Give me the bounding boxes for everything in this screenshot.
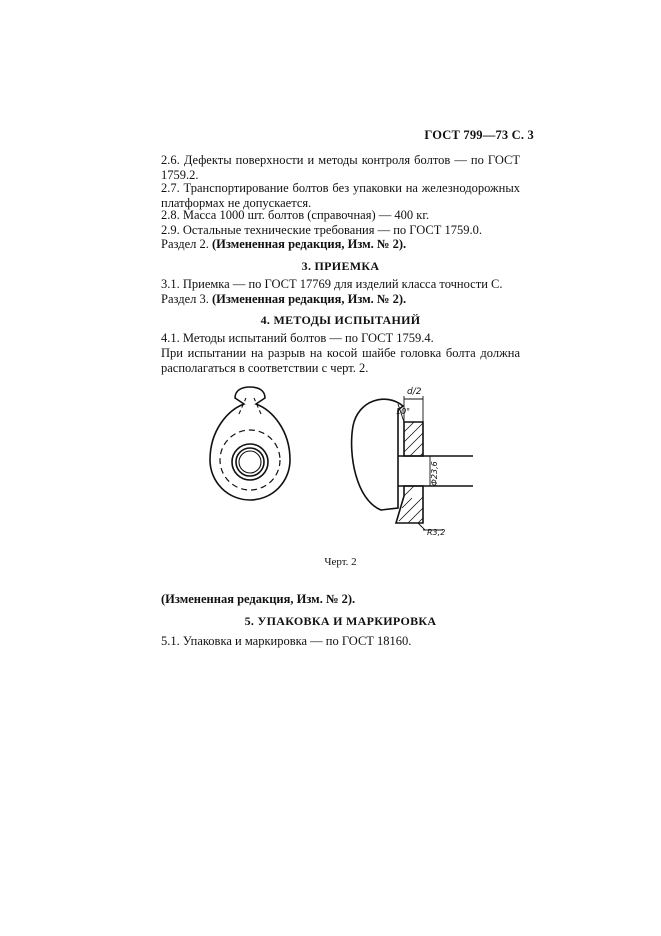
section-2-amendment — [161, 237, 520, 252]
section-3-heading: 3. ПРИЕМКА — [301, 259, 380, 273]
amendment-note: (Измененная редакция, Изм. № 2). — [211, 237, 407, 251]
section-3-amendment — [161, 292, 520, 307]
dimension-diameter: Ф23,6 — [430, 461, 439, 486]
paragraph-2-7: 2.7. Транспортирование болтов без упаковки на железнодорожных платформах не допускается. — [161, 181, 520, 210]
paragraph-test-method: При испытании на разрыв на косой шайбе головка болта должна располагаться в соответствии с черт. 2. — [161, 346, 520, 375]
amendment-note: (Измененная редакция, Изм. № 2). — [211, 292, 407, 306]
figure-amendment-note: (Измененная редакция, Изм. № 2). — [161, 592, 356, 606]
paragraph-4-1: 4.1. Методы испытаний болтов — по ГОСТ 1759.4. — [161, 331, 434, 345]
section-4-heading: 4. МЕТОДЫ ИСПЫТАНИЙ — [260, 313, 421, 327]
amendment-prefix: Раздел 3. — [161, 292, 209, 306]
dimension-angle: 10° — [396, 407, 411, 416]
paragraph-3-1: 3.1. Приемка — по ГОСТ 17769 для изделий класса точности С. — [161, 277, 503, 291]
paragraph-2-6: 2.6. Дефекты поверхности и методы контроля болтов — по ГОСТ 1759.2. — [161, 153, 520, 182]
dimension-radius: R3,2 — [427, 528, 446, 537]
paragraph-2-8: 2.8. Масса 1000 шт. болтов (справочная) — 400 кг. — [161, 208, 430, 222]
page-header: ГОСТ 799—73 С. 3 — [424, 128, 534, 142]
figure-caption: Черт. 2 — [324, 556, 357, 568]
paragraph-5-1: 5.1. Упаковка и маркировка — по ГОСТ 18160. — [161, 634, 412, 648]
amendment-prefix: Раздел 2. — [161, 237, 209, 251]
bolt-section-view — [352, 396, 473, 530]
paragraph-2-9: 2.9. Остальные технические требования — по ГОСТ 1759.0. — [161, 223, 482, 237]
bolt-head-top-view — [210, 387, 290, 500]
section-5-heading: 5. УПАКОВКА И МАРКИРОВКА — [244, 614, 437, 628]
drawing-2 — [190, 382, 475, 542]
dimension-half-diameter: d/2 — [407, 387, 422, 397]
